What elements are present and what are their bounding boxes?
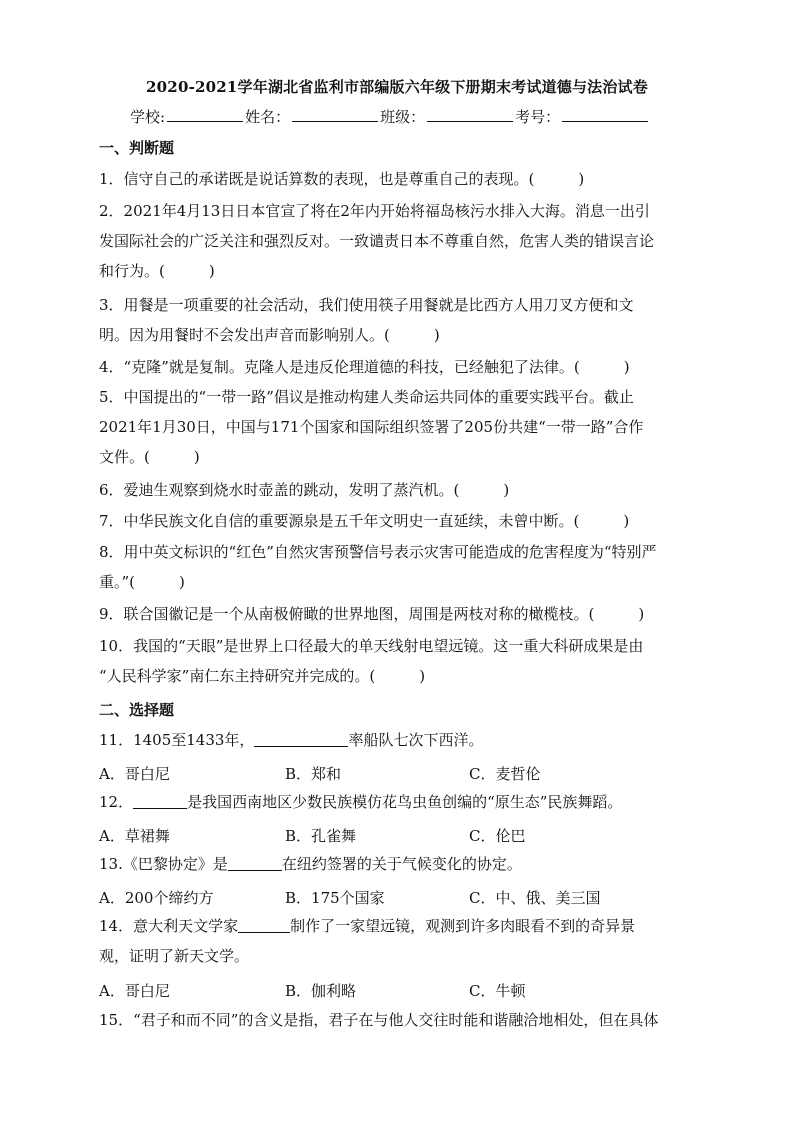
question-text: 2．2021年4月13日日本官宣了将在2年内开始将福岛核污水排入大海。消息一出引 <box>99 202 650 220</box>
question-text: 和行为。( <box>99 262 165 280</box>
question-text: 2021年1月30日，中国与171个国家和国际组织签署了205份共建“一带一路”合作 <box>99 418 644 436</box>
question-1 <box>99 164 693 194</box>
question-text: 8．用中英文标识的“红色”自然灾害预警信号表示灾害可能造成的危害程度为“特别严 <box>99 543 657 561</box>
question-10 <box>99 631 693 691</box>
question-12 <box>99 787 693 817</box>
paren-close: ) <box>623 358 630 376</box>
option-a[interactable]: A．200个缔约方 <box>99 889 214 907</box>
question-3 <box>99 290 693 350</box>
fill-blank[interactable] <box>133 792 187 809</box>
fill-blank[interactable] <box>238 916 290 933</box>
number-blank[interactable] <box>562 107 648 122</box>
question-8 <box>99 537 693 597</box>
question-text: 制作了一家望远镜，观测到许多肉眼看不到的奇异景 <box>290 917 636 935</box>
question-7 <box>99 506 693 536</box>
question-text: 明。因为用餐时不会发出声音而影响别人。( <box>99 326 390 344</box>
question-text: 3．用餐是一项重要的社会活动，我们使用筷子用餐就是比西方人用刀叉方便和文 <box>99 296 634 314</box>
name-label: 姓名： <box>245 108 291 126</box>
section-heading-judgement: 一、判断题 <box>99 139 175 157</box>
question-6 <box>99 475 693 505</box>
question-text: 11．1405至1433年， <box>99 731 255 749</box>
section-heading-choice: 二、选择题 <box>99 701 175 719</box>
option-b[interactable]: B．郑和 <box>285 765 342 783</box>
question-text: 6．爱迪生观察到烧水时壶盖的跳动，发明了蒸汽机。( <box>99 481 460 499</box>
option-a[interactable]: A．哥白尼 <box>99 765 170 783</box>
question-text: 14．意大利天文学家 <box>99 917 239 935</box>
question-text: 13.《巴黎协定》是 <box>99 855 228 873</box>
option-c[interactable]: C．中、俄、美三国 <box>469 889 601 907</box>
fill-blank[interactable] <box>254 730 348 747</box>
paren-close: ) <box>578 170 585 188</box>
question-text: 文件。( <box>99 448 150 466</box>
question-text: 9．联合国徽记是一个从南极俯瞰的世界地图，周围是两枝对称的橄榄枝。( <box>99 605 595 623</box>
question-11 <box>99 725 693 755</box>
paren-close: ) <box>419 667 426 685</box>
paren-close: ) <box>179 573 185 591</box>
question-text: 发国际社会的广泛关注和强烈反对。一致谴责日本不尊重自然，危害人类的错误言论 <box>99 232 655 250</box>
question-text: 10．我国的“天眼”是世界上口径最大的单天线射电望远镜。这一重大科研成果是由 <box>99 637 644 655</box>
question-13 <box>99 849 693 879</box>
paren-close: ) <box>208 262 215 280</box>
exam-title: 2020-2021学年湖北省监利市部编版六年级下册期末考试道德与法治试卷 <box>146 78 648 96</box>
question-15 <box>99 1005 693 1035</box>
question-9 <box>99 599 693 629</box>
question-text: 4．“克隆”就是复制。克隆人是违反伦理道德的科技，已经触犯了法律。( <box>99 358 580 376</box>
option-c[interactable]: C．麦哲伦 <box>469 765 541 783</box>
paren-close: ) <box>193 448 200 466</box>
question-text: 1．信守自己的承诺既是说话算数的表现，也是尊重自己的表现。( <box>99 170 535 188</box>
option-b[interactable]: B．175个国家 <box>285 889 385 907</box>
option-a[interactable]: A．哥白尼 <box>99 982 170 1000</box>
fill-blank[interactable] <box>228 854 282 871</box>
class-label: 班级： <box>380 108 426 126</box>
option-b[interactable]: B．伽利略 <box>285 982 357 1000</box>
student-info-line <box>130 106 650 127</box>
question-text: 在纽约签署的关于气候变化的协定。 <box>281 855 522 873</box>
option-c[interactable]: C．伦巴 <box>469 827 526 845</box>
paren-close: ) <box>433 326 440 344</box>
question-text: 12． <box>99 793 134 811</box>
question-2 <box>99 196 693 286</box>
name-blank[interactable] <box>292 107 378 122</box>
question-14 <box>99 911 693 971</box>
school-blank[interactable] <box>167 107 243 122</box>
class-blank[interactable] <box>427 107 513 122</box>
school-label: 学校: <box>130 108 166 126</box>
paren-close: ) <box>623 512 630 530</box>
paren-close: ) <box>503 481 510 499</box>
paren-close: ) <box>638 605 645 623</box>
number-label: 考号： <box>515 108 561 126</box>
question-text: 15．“君子和而不同”的含义是指，君子在与他人交往时能和谐融洽地相处，但在具体 <box>99 1011 659 1029</box>
option-c[interactable]: C．牛顿 <box>469 982 526 1000</box>
option-b[interactable]: B．孔雀舞 <box>285 827 357 845</box>
question-5 <box>99 382 693 472</box>
question-text: 7．中华民族文化自信的重要源泉是五千年文明史一直延续，未曾中断。( <box>99 512 580 530</box>
question-4 <box>99 352 693 382</box>
option-a[interactable]: A．草裙舞 <box>99 827 170 845</box>
question-text: 率船队七次下西洋。 <box>348 731 484 749</box>
question-text: 是我国西南地区少数民族模仿花鸟虫鱼创编的“原生态”民族舞蹈。 <box>187 793 623 811</box>
question-text: 5．中国提出的“一带一路”倡议是推动构建人类命运共同体的重要实践平台。截止 <box>99 388 634 406</box>
question-text: 重。”( <box>99 573 136 591</box>
question-text: “人民科学家”南仁东主持研究并完成的。( <box>99 667 376 685</box>
question-text: 观，证明了新天文学。 <box>99 947 250 965</box>
